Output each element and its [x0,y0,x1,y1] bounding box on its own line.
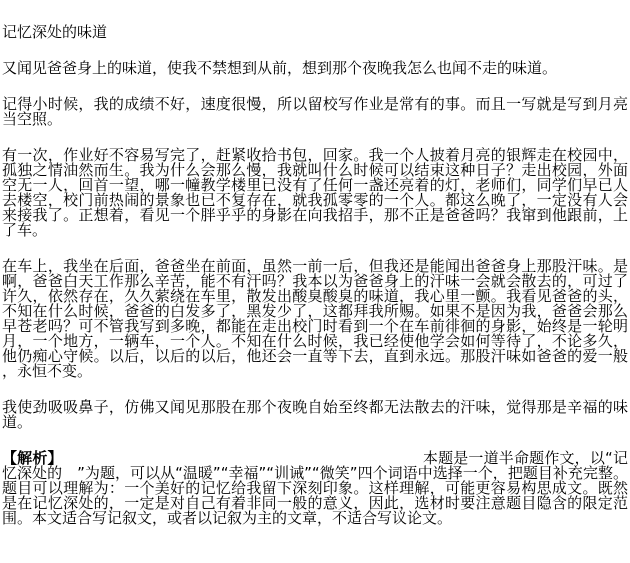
analysis-spacer [63,462,423,463]
analysis-text: 本题是一道半命题作文，以“记忆深处的 ”为题，可以从“温暖”“幸福”“训诫”“微笑”四个词语中选择一个，把题目补充完整。题目可以理解为：一个美好的记忆给我留下深刻印象。这样理解，可能更容易构思成文。既然是在记忆深处的，一定是对自己有着非同一般的意义，因此，选材时要注意题目隐含的限定范围。本文适合写记叙文，或者以记叙为主的文章，不适合写议论文。 [2,449,628,527]
analysis-label: 【解析】 [2,449,63,467]
essay-paragraph-childhood: 记得小时候，我的成绩不好，速度很慢，所以留校写作业是常有的事。而且一写就是写到月亮当空照。 [2,95,628,128]
essay-paragraph-intro: 又闻见爸爸身上的味道，使我不禁想到从前，想到那个夜晚我怎么也闻不走的味道。 [2,59,558,77]
essay-paragraph-in-car: 在车上，我坐在后面，爸爸坐在前面，虽然一前一后，但我还是能闻出爸爸身上那股汗味。是啊，爸爸白天工作那么辛苦，能不有汗吗？我本以为爸爸身上的汗味一会就会散去的，可过了许久，依然存在，久久萦绕在车里，散发出酸臭酸臭的味道，我心里一颤。我看见爸爸的头，不知在什么时候，爸爸的白发多了，黑发少了，这都拜我所赐。如果不是因为我，爸爸会那么早苍老吗？可不管我写到多晚，都能在走出校门时看到一个在车前徘徊的身影，始终是一轮明月，一个地方，一辆车，一个人。不知在什么时候，我已经使他学会如何等待了，不论多久，他仍痴心守候。以后，以后的以后，他还会一直等下去，直到永远。那股汗味如爸爸的爱一般，永恒不变。 [2,257,628,380]
essay-paragraph-one-night: 有一次，作业好不容易写完了，赶紧收拾书包，回家。我一个人披着月亮的银辉走在校园中，孤独之情油然而生。我为什么会那么慢，我就叫什么时候可以结束这种日子？走出校园，外面空无一人，回首一望，哪一幢教学楼里已没有了任何一盏还亮着的灯，老师们，同学们早已人去楼空，校门前热闹的景象也已不复存在，就我孤零零的一个人。都这么晚了，一定没有人会来接我了。正想着，看见一个胖乎乎的身影在向我招手，那不正是爸爸吗？我窜到他跟前，上了车。 [2,146,628,239]
essay-paragraph-conclusion: 我使劲吸吸鼻子，仿佛又闻见那股在那个夜晚自始至终都无法散去的汗味，觉得那是辛福的味道。 [2,398,628,431]
analysis-paragraph [2,451,628,526]
essay-title: 记忆深处的味道 [2,23,108,41]
